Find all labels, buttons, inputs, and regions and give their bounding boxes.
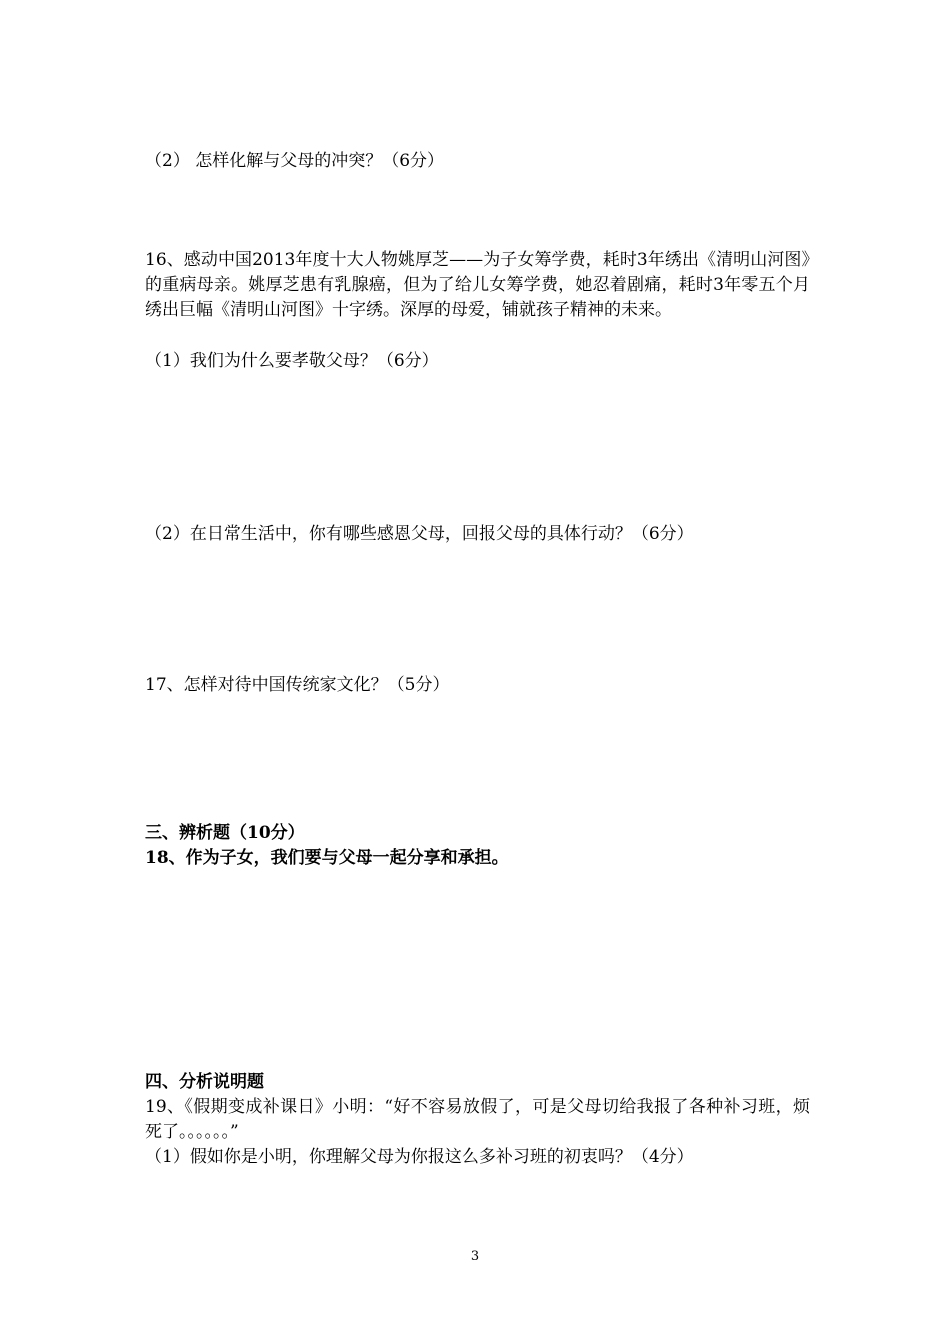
q16-sub2: （2）在日常生活中，你有哪些感恩父母，回报父母的具体行动？（6分） [145, 524, 694, 544]
q16-sub1: （1）我们为什么要孝敬父母？（6分） [145, 351, 439, 371]
section3-title: 三、辨析题（10分） [145, 823, 305, 843]
q15-sub2: （2） 怎样化解与父母的冲突？（6分） [145, 151, 445, 171]
q19-stem: 19、《假期变成补课日》小明：“好不容易放假了，可是父母切给我报了各种补习班，烦死了。。。。。。” [145, 1097, 810, 1142]
q16-stem: 16、感动中国2013年度十大人物姚厚芝——为子女筹学费，耗时3年绣出《清明山河图》的重病母亲。姚厚芝患有乳腺癌，但为了给儿女筹学费，她忍着剧痛，耗时3年零五个月绣出巨幅《清明山河图》十字绣。深厚的母爱，铺就孩子精神的未来。 [145, 250, 810, 320]
q17-stem: 17、怎样对待中国传统家文化？（5分） [145, 675, 450, 695]
page-number: 3 [470, 1249, 480, 1264]
q19-sub1: （1）假如你是小明，你理解父母为你报这么多补习班的初衷吗？（4分） [145, 1147, 694, 1167]
q18-stem: 18、作为子女，我们要与父母一起分享和承担。 [145, 848, 509, 868]
section4-title: 四、分析说明题 [145, 1072, 264, 1092]
